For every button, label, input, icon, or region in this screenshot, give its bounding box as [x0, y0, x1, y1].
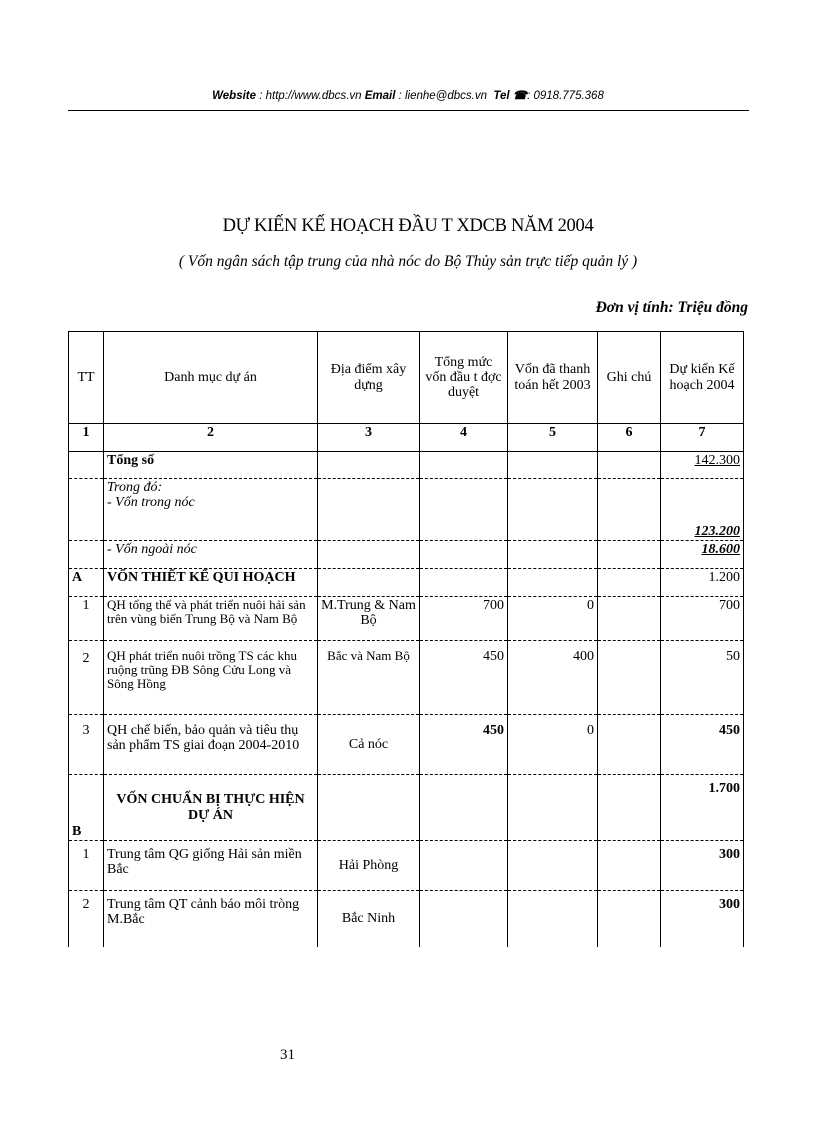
- section-b-tt: B: [69, 775, 104, 841]
- domestic-plan: 123.200: [661, 479, 744, 541]
- row-note: [598, 715, 661, 775]
- header-tt: TT: [69, 332, 104, 424]
- column-number-row: [69, 424, 744, 452]
- col-number: 3: [318, 424, 420, 452]
- table-header-row: [69, 332, 744, 424]
- domestic-row: [69, 479, 744, 541]
- page-number: 31: [280, 1047, 295, 1063]
- domestic-label: - Vốn trong nóc: [107, 495, 195, 511]
- trong-do-label: Trong đó:: [107, 480, 163, 495]
- section-b-label: VỐN CHUẨN BỊ THỰC HIỆN DỰ ÁN: [104, 775, 318, 841]
- tel-value: : 0918.775.368: [527, 90, 604, 102]
- email-label: Email: [364, 90, 396, 102]
- table-row: [69, 641, 744, 715]
- table-row: [69, 597, 744, 641]
- document-subtitle: ( Vốn ngân sách tập trung của nhà nóc do Bộ Thủy sản trực tiếp quản lý ): [178, 253, 638, 270]
- foreign-label: - Vốn ngoài nóc: [104, 541, 318, 569]
- row-paid: 400: [508, 641, 598, 715]
- header-name: Danh mục dự án: [104, 332, 318, 424]
- section-a-tt: A: [69, 569, 104, 597]
- row-name: QH phát triển nuôi trồng TS các khu ruộng trũng ĐB Sông Cửu Long và Sông Hồng: [104, 641, 318, 715]
- section-a-row: [69, 569, 744, 597]
- header-note: Ghi chú: [598, 332, 661, 424]
- total-row: [69, 452, 744, 479]
- row-location: M.Trung & Nam Bộ: [318, 597, 420, 641]
- foreign-row: [69, 541, 744, 569]
- section-a-label: VỐN THIẾT KẾ QUI HOẠCH: [104, 569, 318, 597]
- total-label: Tổng số: [104, 452, 318, 479]
- row-paid: 0: [508, 597, 598, 641]
- section-b-plan: 1.700: [661, 775, 744, 841]
- row-paid: 0: [508, 715, 598, 775]
- table-row: [69, 841, 744, 891]
- section-b-row: [69, 775, 744, 841]
- row-note: [598, 641, 661, 715]
- col-number: 6: [598, 424, 661, 452]
- header-location: Địa điểm xây dựng: [318, 332, 420, 424]
- tel-label: Tel: [493, 90, 510, 102]
- website-sep: :: [256, 90, 266, 102]
- col-number: 4: [420, 424, 508, 452]
- row-total: 450: [420, 715, 508, 775]
- section-a-plan: 1.200: [661, 569, 744, 597]
- document-title: DỰ KIẾN KẾ HOẠCH ĐẦU T XDCB NĂM 2004: [222, 216, 594, 236]
- col-number: 2: [104, 424, 318, 452]
- row-tt: 1: [69, 841, 104, 891]
- investment-plan-table: [68, 331, 744, 947]
- header-divider: [68, 110, 749, 111]
- row-tt: 2: [69, 891, 104, 947]
- row-name: QH tổng thể và phát triển nuôi hải sản trên vùng biển Trung Bộ và Nam Bộ: [104, 597, 318, 641]
- row-plan: 450: [661, 715, 744, 775]
- phone-icon: ☎: [512, 90, 528, 102]
- row-tt: 3: [69, 715, 104, 775]
- row-total: 700: [420, 597, 508, 641]
- row-plan: 700: [661, 597, 744, 641]
- foreign-plan: 18.600: [661, 541, 744, 569]
- header-plan: Dự kiến Kế hoạch 2004: [661, 332, 744, 424]
- row-tt: 1: [69, 597, 104, 641]
- col-number: 1: [69, 424, 104, 452]
- header-paid: Vốn đã thanh toán hết 2003: [508, 332, 598, 424]
- table-row: [69, 891, 744, 947]
- row-location: Bắc và Nam Bộ: [318, 641, 420, 715]
- row-plan: 300: [661, 841, 744, 891]
- website-url[interactable]: http://www.dbcs.vn: [265, 90, 362, 102]
- total-plan: 142.300: [661, 452, 744, 479]
- website-label: Website: [212, 90, 257, 102]
- col-number: 7: [661, 424, 744, 452]
- row-total: 450: [420, 641, 508, 715]
- header-total: Tổng mức vốn đầu t đợc duyệt: [420, 332, 508, 424]
- row-plan: 300: [661, 891, 744, 947]
- row-tt: 2: [69, 641, 104, 715]
- page-header: [0, 88, 816, 102]
- row-location: Hải Phòng: [318, 841, 420, 891]
- email-value[interactable]: : lienhe@dbcs.vn: [395, 90, 487, 102]
- row-plan: 50: [661, 641, 744, 715]
- unit-label: Đơn vị tính: Triệu đồng: [595, 299, 748, 316]
- row-note: [598, 597, 661, 641]
- row-name: Trung tâm QT cảnh báo môi tròng M.Bắc: [104, 891, 318, 947]
- row-location: Cả nóc: [318, 715, 420, 775]
- row-name: QH chế biến, bảo quản và tiêu thụ sản phẩm TS giai đoạn 2004-2010: [104, 715, 318, 775]
- row-name: Trung tâm QG giống Hải sản miền Bắc: [104, 841, 318, 891]
- row-location: Bắc Ninh: [318, 891, 420, 947]
- col-number: 5: [508, 424, 598, 452]
- table-row: [69, 715, 744, 775]
